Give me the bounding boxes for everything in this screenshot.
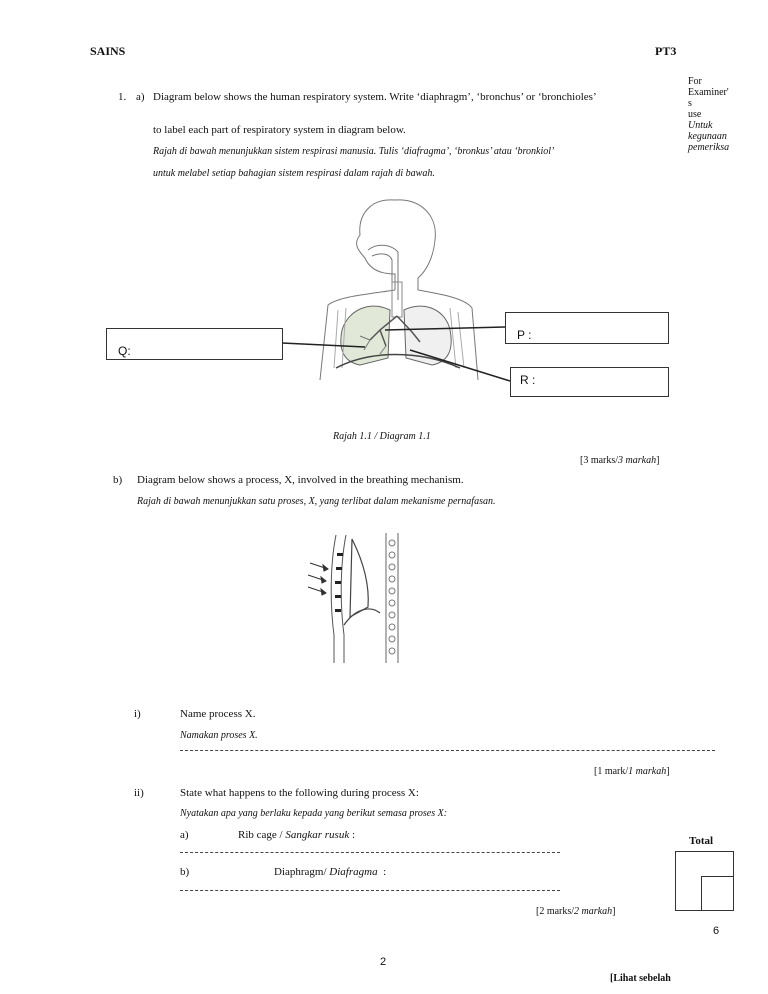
part-a-label: a): [136, 91, 145, 103]
footer-text: [Lihat sebelah: [610, 973, 671, 984]
note-line: Examiner': [688, 87, 729, 98]
sub-i-text-ms: Namakan proses X.: [180, 730, 258, 741]
marks-text-ms: 3 markah: [618, 455, 657, 466]
marks-text: [1 mark/: [594, 766, 629, 777]
item-a-ms: Sangkar rusuk: [285, 829, 350, 841]
item-a-text: [238, 829, 355, 841]
sub-ii-label: ii): [134, 787, 144, 799]
diagram-caption: Rajah 1.1 / Diagram 1.1: [333, 431, 431, 442]
question-number: 1.: [118, 91, 127, 103]
part-a-text-en-1: Diagram below shows the human respiratory system. Write ‘diaphragm’, ‘bronchus’ or ‘bronchioles’: [153, 91, 597, 103]
marks-close: ]: [666, 766, 670, 777]
marks-text: [2 marks/: [536, 906, 575, 917]
item-a-en: Rib cage /: [238, 829, 283, 841]
part-a-text-ms-2: untuk melabel setiap bahagian sistem respirasi dalam rajah di bawah.: [153, 168, 435, 179]
item-b-label: b): [180, 866, 190, 878]
label-q: Q:: [118, 344, 131, 358]
item-a-colon: :: [351, 829, 356, 841]
marks-text-ms: 1 markah: [628, 766, 667, 777]
marks-close: ]: [612, 906, 616, 917]
item-b-colon: :: [383, 866, 387, 878]
box-number: 6: [713, 925, 720, 937]
part-a-text-ms-1: Rajah di bawah menunjukkan sistem respirasi manusia. Tulis ‘diafragma’, ‘bronkus’ atau ‘bronkiol’: [153, 146, 555, 157]
sub-i-label: i): [134, 708, 141, 720]
label-r: R :: [520, 373, 536, 387]
part-b-text-en: Diagram below shows a process, X, involved in the breathing mechanism.: [137, 474, 464, 486]
item-b-text: [274, 866, 386, 878]
label-p: P :: [517, 328, 532, 342]
note-line: pemeriksa: [688, 142, 730, 153]
note-line: Untuk: [688, 120, 713, 131]
sub-ii-text-en: State what happens to the following during process X:: [180, 787, 419, 799]
note-line: For: [688, 76, 702, 87]
pointer-line-p: [385, 327, 505, 330]
item-a-label: a): [180, 829, 189, 841]
pointer-line-r: [410, 350, 510, 381]
breathing-mechanism-diagram: [300, 525, 410, 665]
marks-close: ]: [656, 455, 660, 466]
pointer-line-q: [282, 343, 365, 347]
sub-i-text-en: Name process X.: [180, 708, 256, 720]
note-line: kegunaan: [688, 131, 727, 142]
marks-i: [594, 766, 670, 777]
page-number: 2: [380, 956, 387, 968]
part-b-text-ms: Rajah di bawah menunjukkan satu proses, X, yang terlibat dalam mekanisme pernafasan.: [137, 496, 496, 507]
part-b-label: b): [113, 474, 123, 486]
sub-ii-text-ms: Nyatakan apa yang berlaku kepada yang berikut semasa proses X:: [180, 808, 448, 819]
item-b-en: Diaphragm/: [274, 866, 327, 878]
answer-line-ii-b[interactable]: [180, 890, 560, 891]
subject-header: SAINS: [90, 44, 126, 58]
answer-line-i[interactable]: [180, 750, 715, 751]
item-b-ms: Diafragma: [329, 866, 378, 878]
marks-text-ms: 2 markah: [574, 906, 613, 917]
total-score-cell[interactable]: [701, 876, 733, 910]
answer-line-ii-a[interactable]: [180, 852, 560, 853]
total-label: Total: [689, 835, 714, 847]
note-line: s: [688, 98, 692, 109]
marks-text: [3 marks/: [580, 455, 619, 466]
marks-ii: [536, 906, 615, 917]
exam-code: PT3: [655, 44, 677, 58]
part-a-text-en-2: to label each part of respiratory system in diagram below.: [153, 124, 406, 136]
note-line: use: [688, 109, 702, 120]
marks-a: [580, 455, 659, 466]
